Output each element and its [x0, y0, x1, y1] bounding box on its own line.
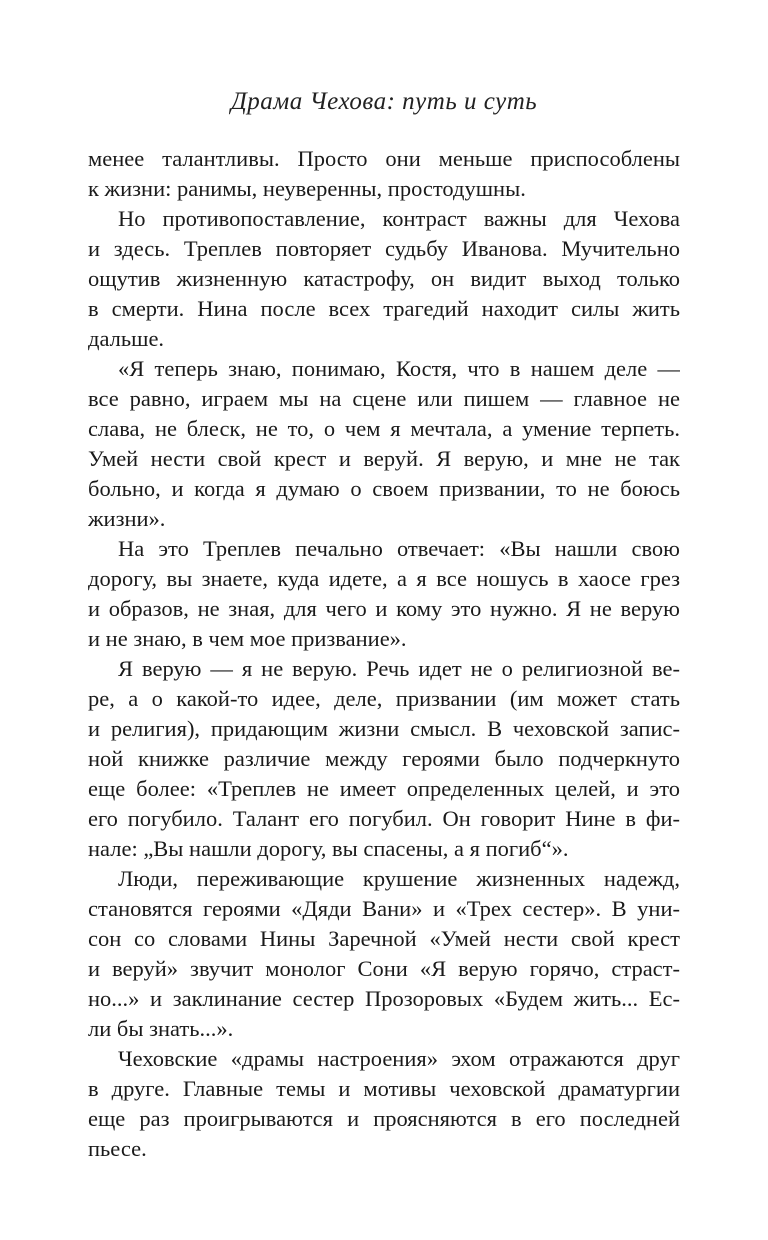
- paragraph-1: [88, 144, 680, 204]
- paragraph-7: [88, 1044, 680, 1164]
- text-line: ощутив жизненную катастрофу, он видит выход только: [88, 266, 680, 291]
- text-line: еще раз проигрываются и проясняются в его последней: [88, 1106, 680, 1131]
- text-line: Я верую — я не верую. Речь идет не о религиозной ве-: [118, 656, 680, 681]
- text-line: и образов, не зная, для чего и кому это нужно. Я не верую: [88, 596, 680, 621]
- paragraph-5: [88, 654, 680, 864]
- text-line: в друге. Главные темы и мотивы чеховской драматургии: [88, 1076, 680, 1101]
- text-line: ной книжке различие между героями было подчеркнуто: [88, 746, 680, 771]
- text-line: становятся героями «Дяди Вани» и «Трех сестер». В уни-: [88, 896, 680, 921]
- text-line: Чеховские «драмы настроения» эхом отражаются друг: [118, 1046, 680, 1071]
- paragraph-6: [88, 864, 680, 1044]
- text-line: Люди, переживающие крушение жизненных надежд,: [118, 866, 680, 891]
- text-line: менее талантливы. Просто они меньше приспособлены: [88, 146, 680, 171]
- text-line: и здесь. Треплев повторяет судьбу Иванова. Мучительно: [88, 236, 680, 261]
- text-line: к жизни: ранимы, неуверенны, простодушны.: [88, 176, 526, 201]
- text-line: больно, и когда я думаю о своем призвании, то не боюсь: [88, 476, 680, 501]
- paragraph-3: [88, 354, 680, 534]
- paragraph-4: [88, 534, 680, 654]
- text-line: его погубило. Талант его погубил. Он говорит Нине в фи-: [88, 806, 680, 831]
- text-line: ли бы знать...».: [88, 1016, 234, 1041]
- text-line: пьесе.: [88, 1136, 147, 1161]
- text-line: но...» и заклинание сестер Прозоровых «Будем жить... Ес-: [88, 986, 680, 1011]
- text-line: Но противопоставление, контраст важны для Чехова: [118, 206, 680, 231]
- text-line: все равно, играем мы на сцене или пишем — главное не: [88, 386, 680, 411]
- text-line: На это Треплев печально отвечает: «Вы нашли свою: [118, 536, 680, 561]
- text-line: ре, а о какой-то идее, деле, призвании (им может стать: [88, 686, 680, 711]
- running-head: Драма Чехова: путь и суть: [230, 88, 538, 115]
- text-line: еще более: «Треплев не имеет определенных целей, и это: [88, 776, 680, 801]
- text-line: и веруй» звучит монолог Сони «Я верую горячо, страст-: [88, 956, 680, 981]
- text-line: Умей нести свой крест и веруй. Я верую, и мне не так: [88, 446, 680, 471]
- text-line: дальше.: [88, 326, 165, 351]
- text-line: нале: „Вы нашли дорогу, вы спасены, а я погиб“».: [88, 836, 569, 861]
- body-text: [88, 144, 680, 1164]
- text-line: жизни».: [88, 506, 166, 531]
- text-line: «Я теперь знаю, понимаю, Костя, что в нашем деле —: [118, 356, 680, 381]
- text-line: дорогу, вы знаете, куда идете, а я все ношусь в хаосе грез: [88, 566, 680, 591]
- text-line: слава, не блеск, не то, о чем я мечтала, а умение терпеть.: [88, 416, 680, 441]
- text-line: в смерти. Нина после всех трагедий находит силы жить: [88, 296, 680, 321]
- text-line: сон со словами Нины Заречной «Умей нести свой крест: [88, 926, 680, 951]
- text-line: и не знаю, в чем мое призвание».: [88, 626, 407, 651]
- paragraph-2: [88, 204, 680, 354]
- text-line: и религия), придающим жизни смысл. В чеховской запис-: [88, 716, 680, 741]
